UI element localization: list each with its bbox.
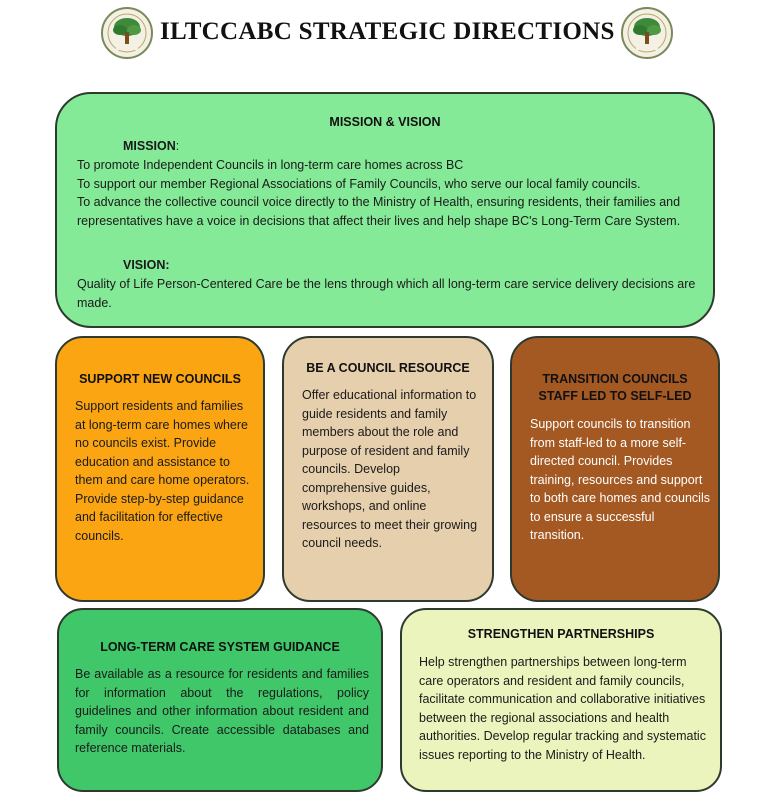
mission-line: To promote Independent Councils in long-term care homes across BC: [77, 158, 464, 172]
mission-label: MISSION:: [123, 139, 180, 153]
partnerships-title: STRENGTHEN PARTNERSHIPS: [467, 627, 655, 641]
mission-statements: [77, 156, 707, 230]
tree-seal-logo-icon: [620, 6, 674, 60]
vision-statement: Quality of Life Person-Centered Care be the lens through which all long-term care service delivery decisions are made.: [77, 277, 696, 310]
support-new-councils-body: Support residents and families at long-term care homes where no councils exist. Provide education and assistance to them and care home operators. Provide step-by-step guidance and facilitation for effective councils.: [75, 399, 250, 543]
council-resource-title: BE A COUNCIL RESOURCE: [306, 361, 470, 375]
transition-councils-box: [510, 336, 720, 602]
tree-seal-logo-icon: [100, 6, 154, 60]
page-title: ILTCCABC STRATEGIC DIRECTIONS: [160, 18, 615, 45]
partnerships-box: [400, 608, 722, 792]
mission-vision-title: MISSION & VISION: [329, 115, 441, 129]
support-new-councils-title: SUPPORT NEW COUNCILS: [79, 372, 241, 386]
ltc-guidance-box: [57, 608, 383, 792]
transition-councils-body: Support councils to transition from staff-led to a more self-directed council. Provides training, resources and support to both care homes and councils to ensure a successful transition.: [530, 417, 710, 542]
partnerships-body: Help strengthen partnerships between long-term care operators and resident and family councils, facilitate communication and collaborative initiatives between the regional associations and health authorities. Develop regular tracking and systematic issues reporting to the Ministry of Health.: [419, 655, 706, 762]
vision-label: VISION:: [123, 258, 170, 272]
ltc-guidance-title: LONG-TERM CARE SYSTEM GUIDANCE: [100, 640, 340, 654]
council-resource-body: Offer educational information to guide residents and family members about the role and purpose of resident and family councils. Develop comprehensive guides, workshops, and online resources to meet their growing council needs.: [302, 388, 478, 550]
mission-vision-box: [55, 92, 715, 328]
mission-line: To advance the collective council voice directly to the Ministry of Health, ensuring residents, their families and representatives have a voice in decisions that affect their lives and help shape BC's Long-Term Care System.: [77, 195, 681, 228]
ltc-guidance-body: Be available as a resource for residents and families for information about the regulations, policy guidelines and other information about resident and family councils. Create accessible databases and reference materials.: [75, 667, 369, 755]
transition-councils-title: TRANSITION COUNCILS STAFF LED TO SELF-LED: [538, 372, 692, 403]
page-header: [0, 0, 768, 72]
council-resource-box: [282, 336, 494, 602]
mission-line: To support our member Regional Associations of Family Councils, who serve our local family councils.: [77, 176, 641, 191]
support-new-councils-box: [55, 336, 265, 602]
